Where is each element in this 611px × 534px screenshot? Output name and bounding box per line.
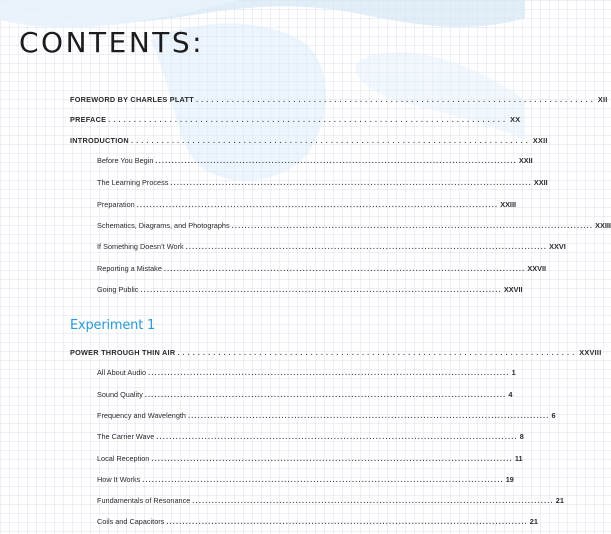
toc-entry-page: XXII	[533, 178, 548, 187]
toc-entry[interactable]	[97, 241, 566, 253]
toc-entry-label: The Learning Process	[97, 178, 169, 187]
toc-leader-dots: ................................................................................................................	[148, 368, 510, 377]
toc-entry-page: XXVII	[503, 285, 523, 294]
toc-entry-label: Going Public	[97, 285, 139, 294]
toc-leader-dots: ................................................................................................................	[144, 390, 507, 399]
toc-entry[interactable]	[97, 389, 513, 401]
toc-entry-label: PREFACE	[70, 115, 107, 124]
toc-entry-label: Coils and Capacitors	[97, 517, 165, 526]
toc-entry-label: The Carrier Wave	[97, 432, 155, 441]
toc-entry-page: XXVII	[527, 264, 547, 273]
toc-leader-dots: ................................................................................................................	[192, 496, 554, 505]
toc-entry[interactable]	[97, 495, 564, 507]
toc-entry[interactable]	[70, 347, 602, 359]
page-title: CONTENTS:	[19, 26, 205, 59]
toc-entry-label: Schematics, Diagrams, and Photographs	[97, 221, 230, 230]
toc-entry-page: 4	[508, 390, 513, 399]
toc-entry-label: Before You Begin	[97, 156, 154, 165]
toc-leader-dots: ..............................................................................	[108, 115, 509, 124]
toc-entry[interactable]	[97, 453, 523, 465]
toc-leader-dots: ................................................................................................................	[166, 517, 528, 526]
toc-entry-page: XXII	[518, 156, 533, 165]
toc-leader-dots: ................................................................................................................	[142, 475, 504, 484]
toc-entry-label: Sound Quality	[97, 390, 143, 399]
toc-entry[interactable]	[97, 155, 533, 167]
toc-leader-dots: ................................................................................................................	[151, 454, 513, 463]
toc-entry-label: If Something Doesn’t Work	[97, 242, 184, 251]
toc-leader-dots: ................................................................................................................	[163, 264, 526, 273]
toc-entry-page: XXVI	[549, 242, 566, 251]
toc-leader-dots: ..............................................................................	[177, 348, 578, 357]
toc-entry[interactable]	[97, 263, 547, 275]
toc-entry-page: 11	[514, 454, 523, 463]
section-heading: Experiment 1	[70, 318, 156, 333]
toc-entry[interactable]	[97, 516, 538, 528]
toc-entry-page: 1	[511, 368, 516, 377]
toc-entry-label: How It Works	[97, 475, 141, 484]
toc-entry-label: INTRODUCTION	[70, 136, 129, 145]
toc-leader-dots: ................................................................................................................	[155, 156, 517, 165]
toc-entry-label: Frequency and Wavelength	[97, 411, 186, 420]
toc-entry-page: 6	[551, 411, 556, 420]
toc-entry-page: XII	[597, 95, 608, 104]
toc-entry[interactable]	[97, 474, 514, 486]
toc-entry-label: Local Reception	[97, 454, 150, 463]
toc-entry[interactable]	[70, 135, 548, 147]
toc-entry-page: 21	[529, 517, 538, 526]
toc-leader-dots: ................................................................................................................	[170, 178, 532, 187]
toc-entry-label: Preparation	[97, 200, 135, 209]
toc-entry[interactable]	[70, 114, 521, 126]
toc-leader-dots: ................................................................................................................	[136, 200, 499, 209]
toc-leader-dots: ................................................................................................................	[187, 411, 550, 420]
toc-entry-page: 21	[555, 496, 564, 505]
toc-entry[interactable]	[97, 367, 516, 379]
toc-entry-page: XXIII	[500, 200, 517, 209]
toc-entry[interactable]	[97, 410, 556, 422]
toc-entry-label: Fundamentals of Resonance	[97, 496, 191, 505]
toc-leader-dots: ................................................................................................................	[140, 285, 502, 294]
toc-entry[interactable]	[97, 284, 523, 296]
toc-entry-label: POWER THROUGH THIN AIR	[70, 348, 176, 357]
toc-entry-page: 8	[519, 432, 524, 441]
toc-entry-label: All About Audio	[97, 368, 147, 377]
toc-entry-page: XXVIII	[579, 348, 602, 357]
toc-leader-dots: ..............................................................................	[130, 136, 531, 145]
toc-entry[interactable]	[97, 177, 548, 189]
toc-entry-label: Reporting a Mistake	[97, 264, 162, 273]
toc-entry-label: FOREWORD BY CHARLES PLATT	[70, 95, 194, 104]
toc-leader-dots: ................................................................................................................	[231, 221, 594, 230]
toc-entry[interactable]	[70, 94, 608, 106]
toc-entry[interactable]	[97, 199, 517, 211]
toc-entry-page: 19	[505, 475, 514, 484]
toc-leader-dots: ................................................................................................................	[185, 242, 548, 251]
toc-entry[interactable]	[97, 220, 611, 232]
toc-entry[interactable]	[97, 431, 524, 443]
toc-entry-page: XXII	[532, 136, 548, 145]
toc-leader-dots: ................................................................................................................	[156, 432, 518, 441]
toc-entry-page: XX	[510, 115, 521, 124]
toc-leader-dots: ..............................................................................	[195, 95, 596, 104]
toc-entry-page: XXIII	[595, 221, 611, 230]
